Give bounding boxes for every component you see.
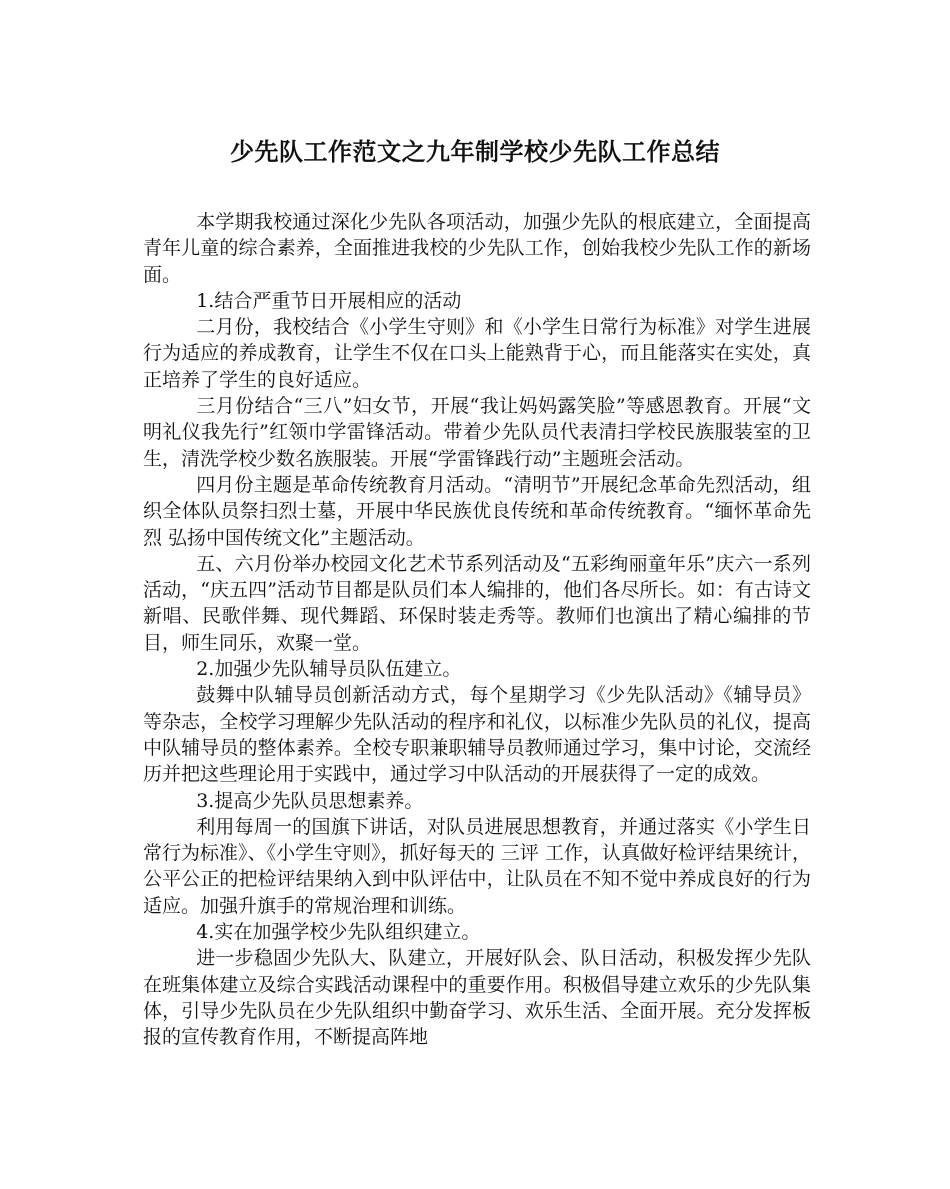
section-heading-2: 2.加强少先队辅导员队伍建立。 (196, 658, 462, 681)
march-paragraph: 三月份结合“三八”妇女节，开展“我让妈妈露笑脸”等感恩教育。开展“文明礼仪我先行”红领巾学雷锋活动。带着少先队员代表清扫学校民族服装室的卫生，清洗学校少数名族服装。开展“学雷锋践行动”主题班会活动。 (143, 395, 811, 470)
organization-paragraph: 进一步稳固少先队大、队建立，开展好队会、队日活动，积极发挥少先队在班集体建立及综合实践活动课程中的重要作用。积极倡导建立欢乐的少先队集体，引导少先队员在少先队组织中勤奋学习、欢乐生活、全面开展。充分发挥板报的宣传教育作用，不断提高阵地 (143, 947, 811, 1049)
section-heading-3: 3.提高少先队员思想素养。 (196, 789, 424, 812)
intro-paragraph: 本学期我校通过深化少先队各项活动，加强少先队的根底建立，全面提高青年儿童的综合素养，全面推进我校的少先队工作，创始我校少先队工作的新场面。 (143, 211, 811, 286)
section-heading-4: 4.实在加强学校少先队组织建立。 (196, 921, 481, 944)
february-paragraph: 二月份，我校结合《小学生守则》和《小学生日常行为标准》对学生进展行为适应的养成教育，让学生不仅在口头上能熟背于心，而且能落实在实处，真正培养了学生的良好适应。 (143, 316, 811, 391)
ideology-paragraph: 利用每周一的国旗下讲话，对队员进展思想教育，并通过落实《小学生日常行为标准》、《小学生守则》，抓好每天的 三评 工作，认真做好检评结果统计，公平公正的把检评结果纳入到中队评估中，让队员在不知不觉中养成良好的行为适应。加强升旗手的常规治理和训练。 (143, 815, 811, 917)
may-june-paragraph: 五、六月份举办校园文化艺术节系列活动及“五彩绚丽童年乐”庆六一系列活动，“庆五四”活动节目都是队员们本人编排的，他们各尽所长。如：有古诗文新唱、民歌伴舞、现代舞蹈、环保时装走秀等。教师们也演出了精心编排的节目，师生同乐，欢聚一堂。 (143, 552, 811, 654)
document-title: 少先队工作范文之九年制学校少先队工作总结 (230, 137, 720, 166)
section-heading-1: 1.结合严重节日开展相应的活动 (196, 289, 462, 312)
april-paragraph: 四月份主题是革命传统教育月活动。“清明节”开展纪念革命先烈活动，组织全体队员祭扫烈士墓，开展中华民族优良传统和革命传统教育。“缅怀革命先烈 弘扬中国传统文化”主题活动。 (143, 473, 811, 549)
document-body (143, 209, 811, 1051)
counselor-paragraph: 鼓舞中队辅导员创新活动方式，每个星期学习《少先队活动》《辅导员》等杂志，全校学习理解少先队活动的程序和礼仪，以标准少先队员的礼仪，提高中队辅导员的整体素养。全校专职兼职辅导员教师通过学习，集中讨论，交流经历并把这些理论用于实践中，通过学习中队活动的开展获得了一定的成效。 (143, 684, 811, 786)
